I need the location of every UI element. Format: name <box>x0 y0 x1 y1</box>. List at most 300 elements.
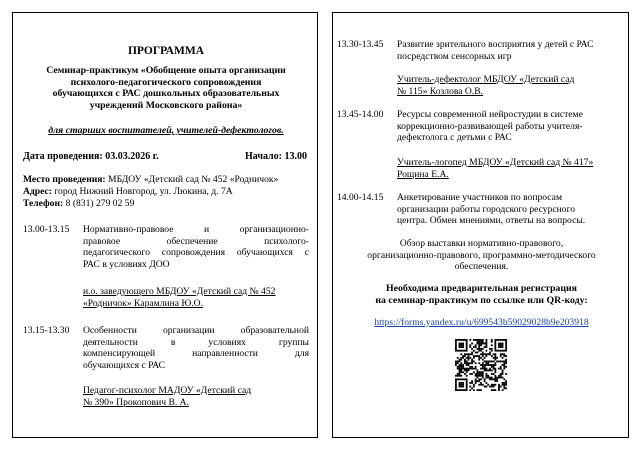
item1-time: 13.00-13.15 <box>23 224 70 235</box>
qr-module <box>460 350 462 352</box>
qr-module <box>477 355 479 357</box>
qr-module <box>505 387 507 389</box>
phone-label: Телефон: <box>23 198 64 209</box>
qr-module <box>493 357 495 359</box>
qr-module <box>498 368 500 370</box>
qr-module <box>484 353 486 355</box>
qr-module <box>457 361 459 363</box>
qr-module <box>477 339 479 341</box>
qr-module <box>473 350 475 352</box>
qr-module <box>498 344 500 346</box>
qr-module <box>471 343 473 345</box>
qr-module <box>494 369 496 371</box>
qr-module <box>475 352 477 354</box>
qr-module <box>503 378 505 380</box>
qr-module <box>469 373 471 375</box>
qr-module <box>502 357 504 359</box>
item3-speaker-line: Учитель-дефектолог МБДОУ «Детский сад <box>397 74 575 85</box>
qr-module <box>455 344 457 346</box>
qr-module <box>466 350 468 352</box>
qr-module <box>482 366 484 368</box>
qr-module <box>464 353 466 355</box>
qr-module <box>500 346 502 348</box>
item5-line: Анкетирование участников по вопросам <box>397 192 563 203</box>
qr-module <box>491 377 493 379</box>
qr-module <box>455 380 457 382</box>
qr-module <box>475 344 477 346</box>
qr-module <box>462 389 464 391</box>
qr-module <box>503 386 505 388</box>
qr-module <box>491 344 493 346</box>
program-title: ПРОГРАММА <box>127 45 205 57</box>
qr-module <box>464 339 466 341</box>
qr-module <box>484 380 486 382</box>
qr-module <box>493 366 495 368</box>
qr-module <box>487 384 489 386</box>
qr-module <box>496 377 498 379</box>
qr-module <box>460 389 462 391</box>
qr-module <box>485 364 487 366</box>
qr-module <box>457 373 459 375</box>
qr-module <box>455 339 457 341</box>
qr-module <box>493 378 495 380</box>
qr-module <box>491 369 493 371</box>
qr-module <box>500 366 502 368</box>
qr-module <box>455 364 457 366</box>
overview-line: обеспечения. <box>454 261 509 273</box>
item3-line: посредством сенсорных игр <box>397 50 512 62</box>
exhibition-overview <box>333 238 630 273</box>
qr-module <box>502 369 504 371</box>
qr-module <box>487 369 489 371</box>
seminar-title <box>13 65 319 112</box>
qr-module <box>480 344 482 346</box>
qr-module <box>460 378 462 380</box>
qr-module <box>489 368 491 370</box>
qr-module <box>459 339 461 341</box>
qr-module <box>482 375 484 377</box>
qr-module <box>484 386 486 388</box>
qr-module <box>473 389 475 391</box>
venue-value: МБДОУ «Детский сад № 452 «Родничок» <box>108 174 279 185</box>
qr-module <box>457 378 459 380</box>
qr-module <box>505 366 507 368</box>
qr-module <box>455 384 457 386</box>
qr-module <box>478 362 480 364</box>
qr-module <box>503 339 505 341</box>
qr-module <box>502 346 504 348</box>
qr-module <box>489 386 491 388</box>
qr-module <box>480 350 482 352</box>
qr-module <box>498 343 500 345</box>
qr-module <box>496 350 498 352</box>
qr-module <box>462 355 464 357</box>
qr-module <box>455 343 457 345</box>
qr-module <box>462 366 464 368</box>
item2-speaker-line: № 390» Прокопович В. А. <box>83 396 189 408</box>
item4-line: Ресурсы современной нейростудии в системе <box>397 109 583 120</box>
item4-speaker-line: Учитель-логопед МБДОУ «Детский сад № 417» <box>397 157 594 168</box>
qr-module <box>471 353 473 355</box>
item5-line: организации работы городского ресурсного <box>397 203 576 215</box>
qr-module <box>478 341 480 343</box>
qr-module <box>471 382 473 384</box>
qr-module <box>494 377 496 379</box>
qr-module <box>485 373 487 375</box>
qr-module <box>489 377 491 379</box>
qr-module <box>466 378 468 380</box>
qr-module <box>457 339 459 341</box>
item4-line: дефектолога с детьми с РАС <box>397 132 512 144</box>
qr-module <box>482 362 484 364</box>
qr-module <box>455 382 457 384</box>
qr-module <box>473 355 475 357</box>
seminar-title-line: психолого-педагогического сопровождения <box>70 76 262 88</box>
qr-module <box>466 353 468 355</box>
qr-module <box>496 361 498 363</box>
qr-module <box>478 344 480 346</box>
qr-module <box>500 344 502 346</box>
qr-module <box>485 382 487 384</box>
item1-line: Нормативно-правовое и организационно- <box>83 224 309 235</box>
qr-module <box>466 339 468 341</box>
qr-module <box>491 339 493 341</box>
qr-module <box>491 386 493 388</box>
item5-time: 14.00-14.15 <box>337 192 384 203</box>
qr-module <box>459 359 461 361</box>
qr-module <box>494 339 496 341</box>
qr-module <box>462 384 464 386</box>
qr-code[interactable] <box>455 339 507 391</box>
qr-module <box>464 362 466 364</box>
item2-line: обучающихся с РАС <box>83 359 166 371</box>
item2-speaker <box>83 385 251 408</box>
item1-description <box>83 224 309 270</box>
qr-module <box>464 373 466 375</box>
qr-module <box>494 389 496 391</box>
qr-module <box>498 375 500 377</box>
qr-module <box>493 389 495 391</box>
item1-speaker <box>83 286 275 309</box>
qr-module <box>498 389 500 391</box>
address-value: город Нижний Новгород, ул. Люкина, д. 7А <box>54 186 233 197</box>
qr-module <box>469 382 471 384</box>
qr-module <box>468 364 470 366</box>
qr-module <box>459 366 461 368</box>
qr-module <box>466 348 468 350</box>
qr-module <box>468 357 470 359</box>
event-date: Дата проведения: 03.03.2026 г. <box>23 151 159 162</box>
qr-module <box>466 361 468 363</box>
qr-module <box>468 353 470 355</box>
qr-module <box>475 375 477 377</box>
qr-module <box>475 339 477 341</box>
qr-module <box>491 378 493 380</box>
qr-module <box>485 353 487 355</box>
qr-module <box>491 350 493 352</box>
qr-module <box>466 369 468 371</box>
qr-module <box>459 364 461 366</box>
qr-module <box>498 386 500 388</box>
qr-module <box>491 348 493 350</box>
qr-module <box>457 362 459 364</box>
qr-module <box>489 352 491 354</box>
qr-module <box>494 343 496 345</box>
qr-module <box>466 362 468 364</box>
registration-link[interactable]: https://forms.yandex.ru/u/699543b59029028b9e203918 <box>374 317 589 328</box>
qr-module <box>482 343 484 345</box>
qr-module <box>478 348 480 350</box>
qr-module <box>503 368 505 370</box>
qr-module <box>464 355 466 357</box>
qr-module <box>469 339 471 341</box>
qr-module <box>491 384 493 386</box>
qr-module <box>469 344 471 346</box>
qr-module <box>466 344 468 346</box>
qr-module <box>460 384 462 386</box>
item2-line: деятельности в условиях группы <box>83 336 309 348</box>
qr-module <box>471 348 473 350</box>
qr-module <box>485 339 487 341</box>
qr-module <box>493 384 495 386</box>
qr-module <box>473 339 475 341</box>
qr-module <box>468 368 470 370</box>
qr-module <box>462 386 464 388</box>
qr-module <box>480 384 482 386</box>
qr-module <box>503 362 505 364</box>
qr-module <box>466 384 468 386</box>
registration-line: на семинар-практикум по ссылке или QR-коду: <box>375 294 588 306</box>
qr-module <box>464 389 466 391</box>
qr-module <box>500 343 502 345</box>
qr-module <box>460 382 462 384</box>
qr-module <box>482 348 484 350</box>
qr-module <box>498 361 500 363</box>
item3-time: 13.30-13.45 <box>337 39 384 50</box>
item4-speaker-line: Рощина Е.А. <box>397 168 449 180</box>
qr-module <box>503 364 505 366</box>
registration-link-wrap <box>333 317 630 329</box>
item3-speaker <box>397 74 574 97</box>
qr-module <box>485 344 487 346</box>
qr-module <box>505 373 507 375</box>
qr-module <box>455 375 457 377</box>
qr-module <box>455 389 457 391</box>
qr-module <box>473 384 475 386</box>
qr-module <box>460 371 462 373</box>
qr-module <box>502 377 504 379</box>
qr-module <box>469 389 471 391</box>
qr-module <box>464 361 466 363</box>
qr-module <box>494 380 496 382</box>
qr-module <box>460 375 462 377</box>
qr-module <box>502 339 504 341</box>
item1-line: правовое обеспечение психолого- <box>83 235 309 247</box>
item2-time: 13.15-13.30 <box>23 325 70 336</box>
qr-module <box>505 362 507 364</box>
qr-module <box>471 373 473 375</box>
qr-module <box>459 361 461 363</box>
qr-module <box>457 368 459 370</box>
qr-module <box>462 371 464 373</box>
qr-module <box>505 359 507 361</box>
qr-module <box>466 368 468 370</box>
qr-module <box>462 339 464 341</box>
qr-module <box>502 344 504 346</box>
qr-module <box>505 384 507 386</box>
qr-module <box>505 339 507 341</box>
qr-module <box>493 373 495 375</box>
qr-module <box>500 353 502 355</box>
qr-module <box>480 343 482 345</box>
qr-module <box>477 348 479 350</box>
qr-module <box>468 369 470 371</box>
qr-module <box>473 371 475 373</box>
qr-module <box>491 355 493 357</box>
item2-description <box>83 325 309 371</box>
qr-module <box>466 343 468 345</box>
qr-module <box>478 350 480 352</box>
qr-module <box>464 369 466 371</box>
qr-module <box>455 348 457 350</box>
qr-module <box>469 353 471 355</box>
qr-module <box>498 384 500 386</box>
qr-module <box>475 373 477 375</box>
qr-module <box>473 357 475 359</box>
qr-module <box>462 346 464 348</box>
item2-line: Особенности организации образовательной <box>83 325 309 336</box>
qr-module <box>460 364 462 366</box>
qr-module <box>459 382 461 384</box>
qr-module <box>496 357 498 359</box>
qr-module <box>480 378 482 380</box>
qr-module <box>494 346 496 348</box>
phone-value: 8 (831) 279 02 59 <box>65 198 135 209</box>
qr-module <box>466 346 468 348</box>
qr-module <box>482 368 484 370</box>
qr-module <box>485 350 487 352</box>
qr-module <box>469 357 471 359</box>
qr-module <box>471 352 473 354</box>
qr-module <box>503 384 505 386</box>
qr-module <box>485 362 487 364</box>
qr-module <box>459 386 461 388</box>
qr-module <box>493 368 495 370</box>
qr-module <box>477 377 479 379</box>
item2-speaker-line: Педагог-психолог МАДОУ «Детский сад <box>83 385 252 396</box>
qr-module <box>480 341 482 343</box>
qr-module <box>482 364 484 366</box>
qr-module <box>496 380 498 382</box>
qr-module <box>478 373 480 375</box>
qr-module <box>466 364 468 366</box>
qr-module <box>469 362 471 364</box>
qr-module <box>502 389 504 391</box>
qr-module <box>480 348 482 350</box>
qr-module <box>487 375 489 377</box>
seminar-title-line: обучающихся с РАС дошкольных образовательных <box>52 88 280 100</box>
qr-module <box>475 346 477 348</box>
qr-module <box>459 378 461 380</box>
qr-module <box>485 346 487 348</box>
qr-module <box>455 350 457 352</box>
qr-module <box>464 368 466 370</box>
qr-module <box>477 373 479 375</box>
qr-module <box>462 357 464 359</box>
qr-module <box>505 346 507 348</box>
qr-module <box>471 361 473 363</box>
qr-module <box>480 382 482 384</box>
qr-module <box>485 355 487 357</box>
qr-module <box>505 355 507 357</box>
qr-module <box>485 341 487 343</box>
qr-module <box>459 375 461 377</box>
qr-module <box>505 380 507 382</box>
qr-module <box>480 353 482 355</box>
qr-module <box>459 371 461 373</box>
qr-module <box>491 341 493 343</box>
qr-module <box>462 343 464 345</box>
qr-module <box>480 375 482 377</box>
qr-module <box>494 384 496 386</box>
qr-module <box>494 348 496 350</box>
qr-module <box>494 357 496 359</box>
qr-module <box>480 368 482 370</box>
qr-module <box>498 346 500 348</box>
qr-module <box>460 369 462 371</box>
qr-module <box>460 368 462 370</box>
qr-module <box>494 378 496 380</box>
qr-module <box>482 339 484 341</box>
qr-module <box>491 361 493 363</box>
qr-module <box>466 371 468 373</box>
qr-module <box>477 341 479 343</box>
qr-module <box>475 382 477 384</box>
qr-module <box>503 353 505 355</box>
qr-module <box>475 355 477 357</box>
qr-module <box>477 343 479 345</box>
qr-module <box>460 357 462 359</box>
qr-module <box>494 344 496 346</box>
qr-module <box>471 359 473 361</box>
qr-module <box>462 382 464 384</box>
qr-module <box>487 361 489 363</box>
qr-module <box>482 355 484 357</box>
qr-module <box>466 386 468 388</box>
qr-module <box>460 346 462 348</box>
qr-module <box>459 346 461 348</box>
item3-description <box>397 39 625 62</box>
qr-module <box>494 375 496 377</box>
qr-module <box>500 350 502 352</box>
qr-module <box>455 362 457 364</box>
qr-module <box>493 364 495 366</box>
qr-module <box>466 375 468 377</box>
qr-module <box>473 346 475 348</box>
start-time: Начало: 13.00 <box>244 151 307 162</box>
seminar-title-line: Семинар-практикум «Обобщение опыта организации <box>46 65 286 76</box>
qr-module <box>457 357 459 359</box>
qr-module <box>459 389 461 391</box>
qr-module <box>473 361 475 363</box>
qr-module <box>466 357 468 359</box>
qr-module <box>462 364 464 366</box>
qr-module <box>466 389 468 391</box>
qr-module <box>484 364 486 366</box>
qr-module <box>505 382 507 384</box>
qr-module <box>482 373 484 375</box>
qr-module <box>464 378 466 380</box>
